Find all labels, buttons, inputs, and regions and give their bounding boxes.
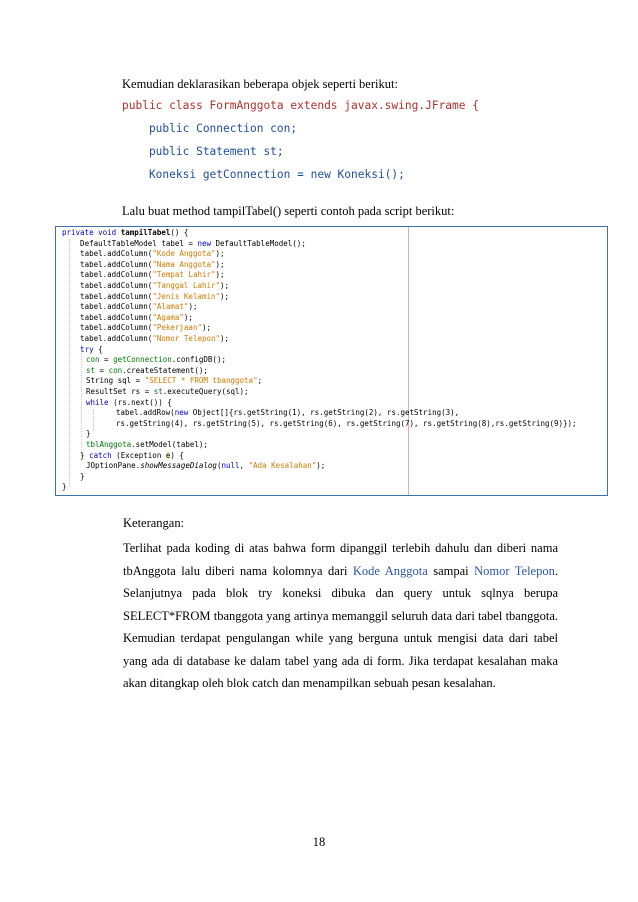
code-line: rs.getString(4), rs.getString(5), rs.getString(6), rs.getString(7), rs.getString(8),rs.getString(9)}); (116, 418, 577, 428)
code-line: } (86, 429, 91, 439)
code-line: con = getConnection.configDB(); (86, 355, 226, 365)
code-line: Koneksi getConnection = new Koneksi(); (122, 168, 405, 181)
code-line: while (rs.next()) { (86, 397, 172, 407)
code-line: public class FormAnggota extends javax.swing.JFrame { (122, 99, 479, 112)
indent-guide (93, 409, 94, 431)
code-line: public Connection con; (122, 122, 298, 135)
code-line: ResultSet rs = st.executeQuery(sql); (86, 387, 249, 396)
intro-text: Kemudian deklarasikan beberapa objek seperti berikut: (122, 77, 398, 91)
code-line: tabel.addColumn("Pekerjaan"); (62, 323, 212, 333)
indent-guide (81, 345, 82, 456)
keterangan-heading: Keterangan: (123, 516, 185, 530)
page-number: 18 (312, 835, 326, 849)
code-line: tabel.addColumn("Alamat"); (62, 302, 198, 312)
code-line: tblAnggota.setModel(tabel); (86, 440, 208, 449)
code-line: tabel.addColumn("Tanggal Lahir"); (62, 281, 230, 290)
code-line: public Statement st; (122, 145, 284, 158)
code-line: String sql = "SELECT * FROM tbanggota"; (86, 376, 263, 386)
code-line: tabel.addColumn("Nomor Telepon"); (62, 334, 230, 343)
code-screenshot (55, 226, 608, 496)
code-line: tabel.addColumn("Tempat Lahir"); (62, 270, 225, 280)
code-line: JOptionPane.showMessageDialog(null, "Ada Kesalahan"); (86, 461, 326, 471)
code-line: tabel.addRow(new Object[]{rs.getString(1), rs.getString(2), rs.getString(3), (116, 408, 460, 418)
method-intro-text: Lalu buat method tampilTabel() seperti contoh pada script berikut: (122, 204, 455, 218)
margin-line (408, 227, 409, 495)
code-line: tabel.addColumn("Nama Anggota"); (62, 259, 225, 269)
code-line: tabel.addColumn("Jenis Kelamin"); (62, 291, 230, 301)
code-line: private void tampilTabel() { (62, 228, 189, 237)
code-line: } catch (Exception e) { (62, 450, 184, 460)
code-line: try { (62, 344, 103, 354)
code-line: DefaultTableModel tabel = new DefaultTableModel(); (62, 238, 306, 248)
explanation-paragraph: Terlihat pada koding di atas bahwa form dipanggil terlebih dahulu dan diberi nama tbAnggota lalu diberi nama kolomnya dari Kode Anggota sampai Nomor Telepon. Selanjutnya pada blok try koneksi dibuka dan query untuk sqlnya berupa SELECT*FROM tbanggota yang artinya memanggil seluruh data dari tabel tbanggota. Kemudian terdapat pengulangan while yang berguna untuk mengisi data dari tabel yang ada di database ke dalam tabel yang ada di form. Jika terdapat kesalahan maka akan ditangkap oleh blok catch dan menampilkan sebuah pesan kesalahan. (123, 541, 558, 690)
code-line: } (62, 482, 67, 492)
code-line: st = con.createStatement(); (86, 365, 208, 375)
code-line: tabel.addColumn("Agama"); (62, 312, 193, 322)
code-line: tabel.addColumn("Kode Anggota"); (62, 249, 225, 259)
code-line: } (62, 471, 85, 481)
